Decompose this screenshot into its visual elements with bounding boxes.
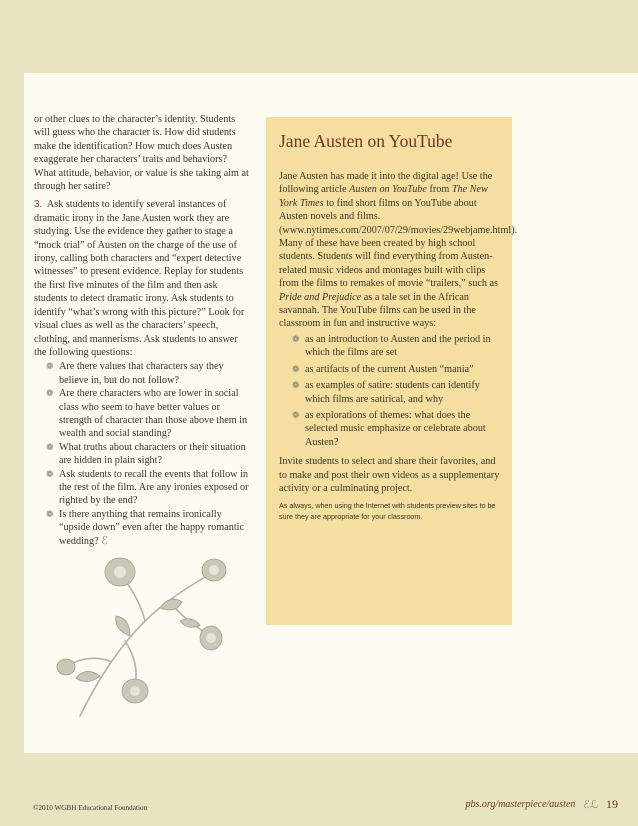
list-item: ❁ as examples of satire: students can identify which films are satirical, and why xyxy=(292,380,480,405)
flourish-icon: ℰ xyxy=(101,534,108,547)
list-item: ❁ as artifacts of the current Austen “mania” xyxy=(292,363,474,375)
rosette-bullet-icon: ❁ xyxy=(46,361,54,372)
sidebar-body xyxy=(279,170,518,522)
closing-paragraph: Invite students to select and share their favorites, and to make and post their own videos as a supplementary activity or a culminating project. xyxy=(279,456,500,494)
rosette-bullet-icon: ❁ xyxy=(292,333,300,344)
list-item: ❁ as an introduction to Austen and the period in which the films are set xyxy=(292,333,491,359)
copyright: ©2010 WGBH Educational Foundation xyxy=(33,804,148,812)
rosette-bullet-icon: ❁ xyxy=(292,363,300,374)
list-item: ❁ Ask students to recall the events that follow in the rest of the film. Are any ironies exposed or righted by the end? xyxy=(46,468,249,507)
uses-list xyxy=(279,333,501,449)
rosette-bullet-icon: ❁ xyxy=(46,388,54,399)
list-item: ❁ What truths about characters or their situation are hidden in plain sight? xyxy=(46,441,246,467)
source-title: The New York Times xyxy=(279,184,488,209)
list-item: ❁ Is there anything that remains ironically “upside down” even after the happy romantic wedding? ℰ xyxy=(46,508,245,547)
list-item: ❁ Are there characters who are lower in social class who seem to have better values or strength of character than those above them in wealth and social standing? xyxy=(46,388,248,440)
movie-title: Pride and Prejudice xyxy=(279,291,362,303)
rosette-bullet-icon: ❁ xyxy=(46,441,54,452)
left-column xyxy=(34,113,249,548)
rosette-bullet-icon: ❁ xyxy=(292,380,300,391)
rosette-bullet-icon: ❁ xyxy=(46,468,54,479)
step-number: 3. xyxy=(34,199,43,211)
rosette-bullet-icon: ❁ xyxy=(46,508,54,519)
page-number: 19 xyxy=(606,797,618,811)
botanical-flower-illustration xyxy=(50,546,235,721)
step-text: Ask students to identify several instances of dramatic irony in the Jane Austen work they are studying. Use the evidence they gather to stage a “mock trial” of Austen on the charge of the use of irony, calling both characters and “expert detective witnesses” to present evidence. Replay for students the first five minutes of the film and then ask students to detect dramatic irony. Ask students to identify “what’s wrong with this picture?” Look for visual clues as well as the characters’ speech, clothing, and mannerisms. Ask students to answer the following questions: xyxy=(34,199,245,358)
ornament-icon: ℰℒ xyxy=(583,799,598,811)
list-item: ❁ Are there values that characters say they believe in, but do not follow? xyxy=(46,361,224,386)
sidebar-paragraph: Jane Austen has made it into the digital age! Use the following article Austen on YouTube from The New York Times to find short films on YouTube about Austen novels and films. (www.nytimes.com/2007/07/29/movies/29webjame.html). Many of these have been created by high school students. Students will find everything from Austen-related music videos and montages built with clips from the films to remakes of movie “trailers,” such as Pride and Prejudice as a tale set in the African savannah. The YouTube films can be used in the classroom in fun and instructive ways: xyxy=(279,171,518,330)
internet-note: As always, when using the Internet with students preview sites to be sure they are appropriate for your classroom. xyxy=(279,501,496,522)
step-paragraph xyxy=(34,198,249,359)
intro-paragraph: or other clues to the character’s identity. Students will guess who the character is. How did students make the identification? How much does Austen exaggerate her characters’ traits and behaviors? What attitude, behavior, or value is she taking aim at through her satire? xyxy=(34,114,249,193)
article-title: Austen on YouTube xyxy=(349,184,427,196)
list-item: ❁ as explorations of themes: what does the selected music emphasize or celebrate about Austen? xyxy=(292,409,486,448)
footer-right xyxy=(466,797,619,812)
question-list xyxy=(34,360,249,548)
sidebar-title: Jane Austen on YouTube xyxy=(279,131,453,151)
footer-url-link[interactable]: pbs.org/masterpiece/austen xyxy=(465,799,576,810)
rosette-bullet-icon: ❁ xyxy=(292,409,300,420)
